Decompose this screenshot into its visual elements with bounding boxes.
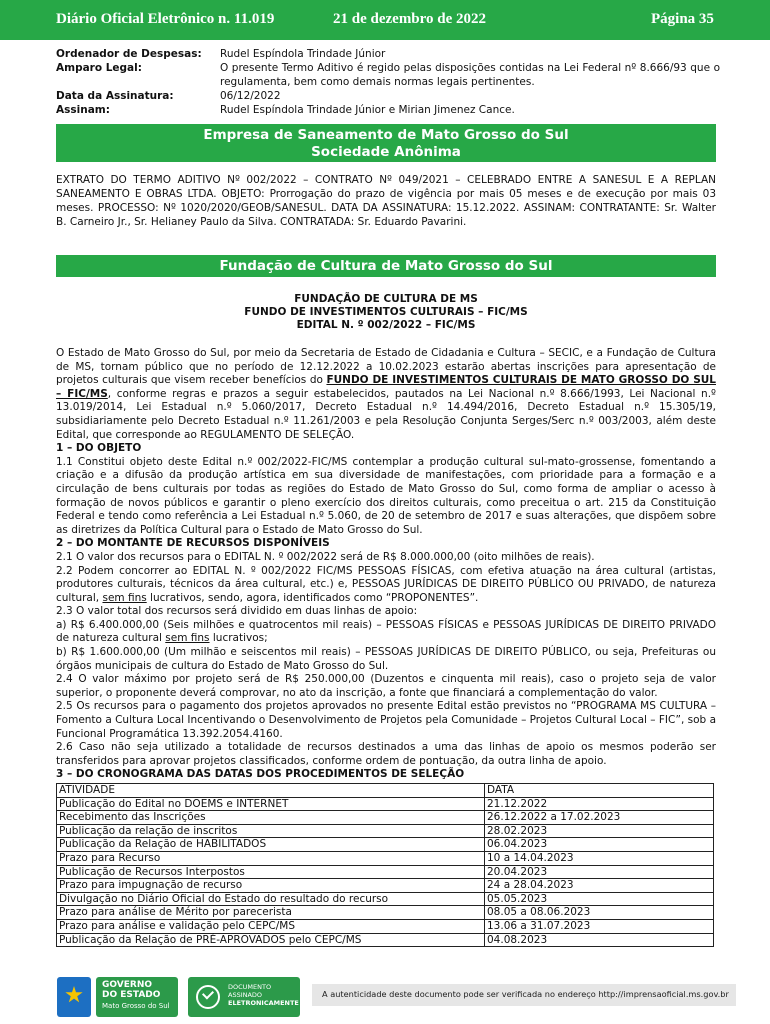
- edital-title-2: FUNDO DE INVESTIMENTOS CULTURAIS – FIC/MS: [244, 306, 528, 318]
- signature-key: Data da Assinatura:: [56, 90, 174, 102]
- signature-key: Assinam:: [56, 104, 110, 116]
- schedule-row: [57, 851, 714, 865]
- publication-date: 21 de dezembro de 2022: [333, 11, 487, 27]
- clause-2-4: 2.4 O valor máximo por projeto será de R$ 250.000,00 (Duzentos e cinquenta mil reais), caso o projeto seja de valor superior, o proponente deverá comprovar, no ato da inscrição, a fonte que financiará a complementação do valor.: [56, 673, 716, 699]
- schedule-row: [57, 811, 714, 825]
- clause-2-3: 2.3 O valor total dos recursos será dividido em duas linhas de apoio:: [56, 605, 418, 618]
- schedule-date: 06.04.2023: [485, 838, 714, 852]
- edital-title-1: FUNDAÇÃO DE CULTURA DE MS: [294, 293, 478, 305]
- schedule-date: 08.05 a 08.06.2023: [485, 906, 714, 920]
- schedule-activity: Publicação da Relação de PRÉ-APROVADOS pelo CEPC/MS: [57, 933, 485, 947]
- badge-line2: ASSINADO: [228, 991, 263, 999]
- schedule-activity: Prazo para análise e validação pelo CEPC/MS: [57, 919, 485, 933]
- schedule-row: [57, 797, 714, 811]
- schedule-activity: Publicação da relação de inscritos: [57, 824, 485, 838]
- clause-2-3-a-underline: sem fins: [165, 632, 210, 645]
- clause-2-6: 2.6 Caso não seja utilizado a totalidade de recursos destinados a uma das linhas de apoio os mesmos poderão ser transferidos para aprovar projetos classificados, conforme ordem de pontuação, da outra linha de apoio.: [56, 741, 716, 767]
- section-2-heading: 2 – DO MONTANTE DE RECURSOS DISPONÍVEIS: [56, 537, 330, 550]
- signature-row: [56, 47, 720, 61]
- schedule-row: [57, 892, 714, 906]
- sanesul-extract: EXTRATO DO TERMO ADITIVO Nº 002/2022 – CONTRATO Nº 049/2021 – CELEBRADO ENTRE A SANESUL E A REPLAN SANEAMENTO E OBRAS LTDA. OBJETO: Prorrogação do prazo de vigência por mais 05 meses e de execução por mais 03 meses. PROCESSO: Nº 1020/2020/GEOB/SANESUL. DATA DA ASSINATURA: 15.12.2022. ASSINAM: CONTRATANTE: Sr. Walter B. Carneiro Jr., Sr. Helianey Paulo da Silva. CONTRATADA: Sr. Eduardo Pavarini.: [56, 174, 716, 228]
- clause-2-5: 2.5 Os recursos para o pagamento dos projetos aprovados no presente Edital estão previstos no “PROGRAMA MS CULTURA – Fomento a Cultura Local Incentivando o Desenvolvimento de Projetos pela Comunidade – Projetos Cultural Local – FIC”, sob a Funcional Programática 13.392.2054.4160.: [56, 700, 716, 740]
- schedule-date: 04.08.2023: [485, 933, 714, 947]
- e-signature-badge: [188, 977, 300, 1017]
- clause-2-2-text: 2.2 Podem concorrer ao EDITAL N. º 002/2022 FIC/MS PESSOAS FÍSICAS, com efetiva atuação na área cultural (artistas, produtores culturais, técnicos da área cultural, etc.) e, PESSOAS JURÍDICAS DE DIREITO PÚBLICO OU PRIVADO, de natureza cultural,: [56, 564, 716, 604]
- schedule-activity: Recebimento das Inscrições: [57, 811, 485, 825]
- clause-2-2-underline: sem fins: [102, 591, 147, 604]
- edital-body: [56, 347, 716, 782]
- schedule-header-activity: ATIVIDADE: [57, 784, 485, 798]
- clause-2-3-a: [56, 619, 716, 646]
- schedule-activity: Divulgação no Diário Oficial do Estado do resultado do recurso: [57, 892, 485, 906]
- fund-name: FUNDO DE INVESTIMENTOS CULTURAIS DE MATO GROSSO DO SUL – FIC/MS: [56, 374, 716, 400]
- signature-key: Ordenador de Despesas:: [56, 48, 202, 60]
- signature-value: Rudel Espíndola Trindade Júnior: [220, 48, 386, 60]
- clause-2-2: [56, 565, 716, 606]
- gov-logo-line3: Mato Grosso do Sul: [102, 1002, 170, 1010]
- edital-intro: [56, 347, 716, 442]
- publication-title: Diário Oficial Eletrônico n. 11.019: [56, 11, 275, 27]
- schedule-date: 26.12.2022 a 17.02.2023: [485, 811, 714, 825]
- schedule-date: 21.12.2022: [485, 797, 714, 811]
- authenticity-bar: [312, 984, 736, 1006]
- schedule-row: [57, 906, 714, 920]
- clause-2-3-a-text-cont: lucrativos;: [209, 632, 268, 645]
- sanesul-banner: [56, 124, 716, 162]
- schedule-date: 13.06 a 31.07.2023: [485, 919, 714, 933]
- schedule-activity: Publicação do Edital no DOEMS e INTERNET: [57, 797, 485, 811]
- government-logo: [96, 977, 178, 1017]
- clause-1-1: 1.1 Constitui objeto deste Edital n.º 002/2022-FIC/MS contemplar a produção cultural sul-mato-grossense, fomentando a criação e a difusão da produção artística em sua diversidade de manifestações, com prioridade para a formação e a circulação de bens culturais por todas as regiões do Estado de Mato Grosso do Sul, como forma de ampliar o acesso à formação de novos públicos e garantir o pleno exercício dos direitos culturais, como preceitua o art. 215 da Constituição Federal e tendo como referência a Lei Estadual n.º 5.060, de 20 de setembro de 2017 e suas alterações, que dispõem sobre as diretrizes da Política Cultural para o Estado de Mato Grosso do Sul.: [56, 455, 716, 536]
- schedule-header-date: DATA: [485, 784, 714, 798]
- star-icon: [65, 986, 83, 1004]
- schedule-activity: Publicação da Relação de HABILITADOS: [57, 838, 485, 852]
- page-number: Página 35: [651, 11, 714, 27]
- intro-text-cont: , conforme regras e prazos a seguir estabelecidos, pautados na Lei Nacional n.º 8.666/1993, Lei Nacional n.º 13.019/2014, Lei Estadual n.º 5.060/2017, Decreto Estadual n.º 14.494/2016, Decreto Estadual n.º 15.305/19, subsidiariamente pelo Decreto Estadual n.º 11.261/2003 e pela Resolução Conjunta Serges/Serc n.º 003/2003, além deste Edital, que corresponde ao REGULAMENTO DE SELEÇÃO.: [56, 387, 716, 441]
- schedule-header-row: [57, 784, 714, 798]
- signature-row: [56, 89, 720, 103]
- signature-row: [56, 61, 720, 89]
- signature-row: [56, 103, 720, 117]
- sanesul-banner-line1: Empresa de Saneamento de Mato Grosso do Sul: [203, 127, 569, 143]
- edital-title-3: EDITAL N. º 002/2022 – FIC/MS: [296, 319, 476, 331]
- clause-2-3-a-text: a) R$ 6.400.000,00 (Seis milhões e quatrocentos mil reais) – PESSOAS FÍSICAS e PESSOAS JURÍDICAS DE DIREITO PRIVADO de natureza cultural: [56, 618, 716, 645]
- badge-line1: DOCUMENTO: [228, 983, 272, 991]
- sanesul-banner-line2: Sociedade Anônima: [311, 144, 461, 160]
- schedule-row: [57, 824, 714, 838]
- signature-key: Amparo Legal:: [56, 62, 142, 74]
- badge-line3: ELETRONICAMENTE: [228, 999, 299, 1007]
- schedule-date: 05.05.2023: [485, 892, 714, 906]
- signature-value: 06/12/2022: [220, 90, 281, 102]
- schedule-row: [57, 865, 714, 879]
- schedule-date: 20.04.2023: [485, 865, 714, 879]
- schedule-activity: Prazo para impugnação de recurso: [57, 879, 485, 893]
- schedule-date: 28.02.2023: [485, 824, 714, 838]
- schedule-activity: Prazo para análise de Mérito por parecerista: [57, 906, 485, 920]
- signature-value: Rudel Espíndola Trindade Júnior e Mirian Jimenez Cance.: [220, 104, 515, 116]
- schedule-table: [56, 783, 714, 947]
- clause-2-3-b: b) R$ 1.600.000,00 (Um milhão e seiscentos mil reais) – PESSOAS JURÍDICAS DE DIREITO PÚBLICO, ou seja, Prefeituras ou órgãos municipais de cultura do Estado de Mato Grosso do Sul.: [56, 646, 716, 672]
- schedule-activity: Prazo para Recurso: [57, 851, 485, 865]
- signature-block: [56, 47, 720, 117]
- schedule-row: [57, 879, 714, 893]
- clause-2-2-text-cont: lucrativos, sendo, agora, identificados como “PROPONENTES”.: [146, 591, 479, 604]
- page-header: [0, 0, 770, 40]
- signature-value: O presente Termo Aditivo é regido pelas disposições contidas na Lei Federal nº 8.666/93 que o regulamenta, bem como demais normas legais pertinentes.: [220, 62, 720, 88]
- schedule-row: [57, 838, 714, 852]
- clause-2-1: 2.1 O valor dos recursos para o EDITAL N. º 002/2022 será de R$ 8.000.000,00 (oito milhões de reais).: [56, 550, 595, 563]
- schedule-date: 10 a 14.04.2023: [485, 851, 714, 865]
- schedule-activity: Publicação de Recursos Interpostos: [57, 865, 485, 879]
- section-1-heading: 1 – DO OBJETO: [56, 442, 142, 455]
- gov-logo-line2: DO ESTADO: [102, 990, 161, 1000]
- intro-text: O Estado de Mato Grosso do Sul, por meio da Secretaria de Estado de Cidadania e Cultura – SECIC, e a Fundação de Cultura de MS, tornam público que no período de 12.12.2022 a 10.02.2023 estarão abertas inscrições para apresentação de projetos culturais que visem receber benefícios do: [56, 347, 716, 387]
- gov-logo-line1: GOVERNO: [102, 980, 153, 990]
- schedule-row: [57, 933, 714, 947]
- authenticity-text: A autenticidade deste documento pode ser verificada no endereço http://imprensaoficial.ms.gov.br: [322, 989, 729, 999]
- schedule-row: [57, 919, 714, 933]
- state-seal-icon: [57, 977, 91, 1017]
- schedule-date: 24 a 28.04.2023: [485, 879, 714, 893]
- section-3-heading: 3 – DO CRONOGRAMA DAS DATAS DOS PROCEDIMENTOS DE SELEÇÃO: [56, 768, 465, 781]
- fundacao-banner: Fundação de Cultura de Mato Grosso do Sul: [56, 255, 716, 277]
